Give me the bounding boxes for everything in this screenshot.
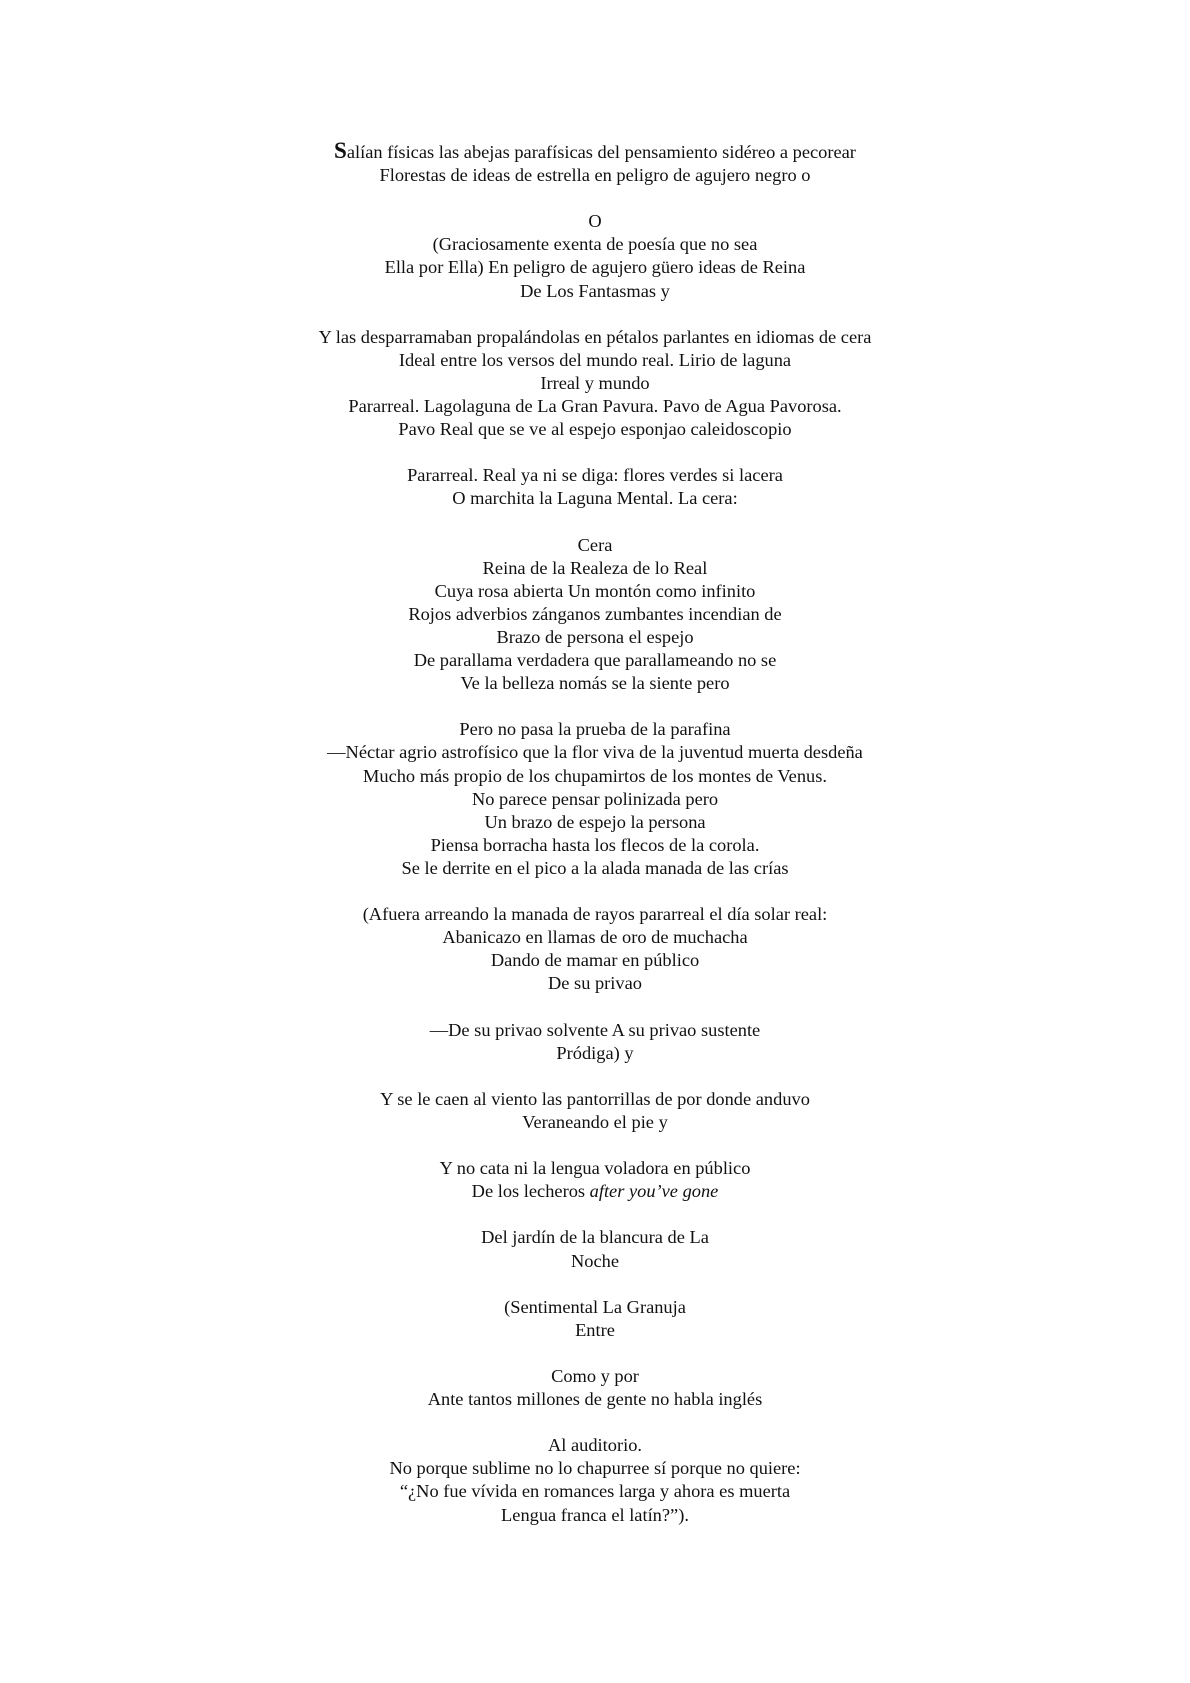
poem-line: Rojos adverbios zánganos zumbantes incendian de (408, 603, 782, 624)
poem-line: O marchita la Laguna Mental. La cera: (452, 488, 738, 509)
stanza-5 (0, 534, 1190, 696)
poem-line: De parallama verdadera que parallameando no se (413, 650, 777, 671)
poem-line: Lengua franca el latín?”). (501, 1504, 689, 1525)
poem-line: Y no cata ni la lengua voladora en público (439, 1158, 751, 1179)
poem-line: O (588, 211, 602, 232)
poem-line: Y las desparramaban propalándolas en pétalos parlantes en idiomas de cera (318, 326, 872, 347)
poem-line: Un brazo de espejo la persona (484, 811, 706, 832)
poem-line: Ve la belleza nomás se la siente pero (460, 673, 730, 694)
poem-line: Cuya rosa abierta Un montón como infinito (434, 580, 756, 601)
poem-line: Ella por Ella) En peligro de agujero güero ideas de Reina (384, 257, 806, 278)
poem-line: Al auditorio. (548, 1435, 642, 1456)
stanza-7 (0, 903, 1190, 995)
italic-phrase: after you’ve gone (589, 1181, 719, 1202)
poem-line: Noche (571, 1250, 619, 1271)
poem-line (0, 1180, 1190, 1203)
stanza-10 (0, 1157, 1190, 1203)
poem-line: Pero no pasa la prueba de la parafina (459, 719, 731, 740)
poem-line: Dando de mamar en público (490, 950, 700, 971)
poem-line: Del jardín de la blancura de La (481, 1227, 709, 1248)
stanza-11 (0, 1226, 1190, 1272)
poem-body (0, 139, 1190, 1550)
poem-line: Se le derrite en el pico a la alada manada de las crías (401, 857, 789, 878)
poem-line: Piensa borracha hasta los flecos de la corola. (430, 834, 760, 855)
poem-line: Pródiga) y (556, 1042, 634, 1063)
poem-line: Ante tantos millones de gente no habla inglés (427, 1389, 763, 1410)
stanza-1 (0, 139, 1190, 187)
poem-line: Cera (577, 534, 613, 555)
stanza-4 (0, 464, 1190, 510)
stanza-6 (0, 718, 1190, 880)
poem-line: Mucho más propio de los chupamirtos de los montes de Venus. (363, 765, 827, 786)
stanza-3 (0, 326, 1190, 441)
stanza-2 (0, 210, 1190, 302)
poem-line: Ideal entre los versos del mundo real. Lirio de laguna (398, 349, 792, 370)
stanza-14 (0, 1434, 1190, 1526)
poem-line: No parece pensar polinizada pero (471, 788, 719, 809)
poem-line: —De su privao solvente A su privao sustente (429, 1019, 761, 1040)
poem-line: —Néctar agrio astrofísico que la flor viva de la juventud muerta desdeña (327, 742, 863, 763)
poem-line: Veraneando el pie y (522, 1111, 668, 1132)
poem-line: No porque sublime no lo chapurree sí porque no quiere: (389, 1458, 801, 1479)
poem-line: (Sentimental La Granuja (504, 1296, 686, 1317)
poem-line (0, 139, 1190, 164)
stanza-12 (0, 1296, 1190, 1342)
poem-line: Irreal y mundo (540, 372, 650, 393)
poem-line: (Graciosamente exenta de poesía que no sea (432, 234, 758, 255)
poem-line: Pararreal. Lagolaguna de La Gran Pavura. Pavo de Agua Pavorosa. (348, 396, 842, 417)
poem-line: “¿No fue vívida en romances larga y ahora es muerta (399, 1481, 791, 1502)
poem-line: Abanicazo en llamas de oro de muchacha (442, 927, 748, 948)
stanza-13 (0, 1365, 1190, 1411)
poem-line: Pararreal. Real ya ni se diga: flores verdes si lacera (407, 465, 783, 486)
drop-cap-letter: S (334, 138, 347, 163)
poem-line: Entre (575, 1319, 615, 1340)
poem-line: Brazo de persona el espejo (496, 626, 694, 647)
poem-line: Reina de la Realeza de lo Real (482, 557, 708, 578)
line-text: alían físicas las abejas parafísicas del pensamiento sidéreo a pecorear (346, 142, 856, 162)
poem-line: (Afuera arreando la manada de rayos pararreal el día solar real: (362, 904, 828, 925)
stanza-8 (0, 1019, 1190, 1065)
poem-line: De su privao (548, 973, 642, 994)
poem-line: Y se le caen al viento las pantorrillas de por donde anduvo (380, 1088, 810, 1109)
line-text: De los lecheros (471, 1181, 590, 1202)
poem-line: Pavo Real que se ve al espejo esponjao caleidoscopio (398, 419, 792, 440)
stanza-9 (0, 1088, 1190, 1134)
poem-line: Como y por (551, 1365, 639, 1386)
poem-line: Florestas de ideas de estrella en peligro de agujero negro o (379, 165, 811, 186)
poem-line: De Los Fantasmas y (520, 280, 670, 301)
